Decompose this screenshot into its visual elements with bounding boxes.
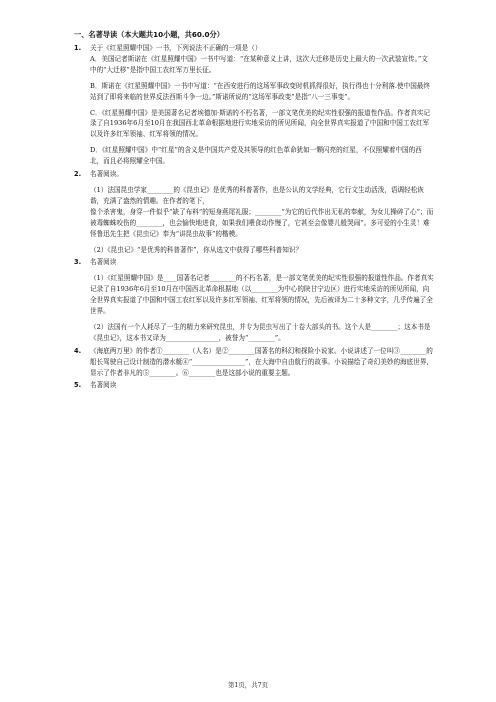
passage-paragraph: 像个杀害鬼，身穿一件似乎“缺了布料”的短身燕尾礼服；________“为它的后代作出无私的奉献，为女儿操碎了心”；而被毒蜘蛛咬伤的________，也会愉快地进食，如果我们喂食动作慢了，它甚至会像婴儿般哭闹”。多可爱的小生灵！难怪鲁迅先生把《昆虫记》奉为“讲昆虫故事”的楷模。 xyxy=(90,207,434,238)
question-body xyxy=(90,257,434,343)
question-5 xyxy=(74,380,434,391)
option-c: C．《红星照耀中国》是美国著名记者埃德加·斯诺的不朽名著，一部文笔优美的纪实性很强的报道性作品。作者真实记录了自1936年6月至10月在我国西北革命根据地进行实地采访的所见所闻，向全世界真实报道了中国和中国工农红军以及许多红军领袖、红军将领的情况。 xyxy=(90,108,431,139)
question-number: 5. xyxy=(74,381,82,390)
question-3 xyxy=(74,257,434,343)
question-body xyxy=(90,380,434,391)
passage-paragraph: （1）法国昆虫学家________的《昆虫记》是优秀的科普著作，也是公认的文学经典，它行文生动活泼，语调轻松诙谐，充满了盎然的情趣。在作者的笔下， xyxy=(90,185,424,205)
question-2 xyxy=(74,169,434,255)
question-stem: 关于《红星照耀中国》一书，下列说法不正确的一项是（） xyxy=(90,44,262,52)
question-number: 3. xyxy=(74,258,82,267)
question-title: 名著阅读 xyxy=(90,381,117,390)
question-body xyxy=(90,346,434,379)
document-content xyxy=(74,30,434,393)
question-body xyxy=(90,43,434,167)
page-footer: 第1页，共7页 xyxy=(227,681,269,689)
passage-paragraph: （2）法国有一个人耗尽了一生的精力来研究昆虫，并专为昆虫写出了十卷大部头的书。这个人是________；这本书是《昆虫记》，这本书又译为________________，被誉为“________”。 xyxy=(90,322,431,342)
question-body xyxy=(90,169,434,255)
question-1 xyxy=(74,43,434,167)
question-4 xyxy=(74,346,434,379)
option-b: B．斯诺在《红星照耀中国》一书中写道：“在西安进行的这场军事政变时机抓得很好，执行得也十分利落.使中国最终站到了即将来临的世界反法西斯斗争一边。”斯诺所说的“这场军事政变”是指“八一三事变”。 xyxy=(90,81,430,101)
question-number: 2. xyxy=(74,170,82,179)
question-number: 4. xyxy=(74,346,82,355)
passage-paragraph: 《海底两万里》的作者①________（人名）是②________国著名的科幻和探险小说家。小说讲述了一位叫③________的船长驾驶自己设计制造的潜水艇④“________________”，在大海中自由航行的故事。小说描绘了奇幻美妙的海底世界，显示了作者非凡的⑤________。⑥________也是这部小说的重要主题。 xyxy=(90,346,434,377)
option-a: A．美国记者斯诺在《红星照耀中国》一书中写道：“在某种意义上讲，这次大迁移是历史上最大的一次武装宣传。”文中的“大迁移”是指中国工农红军万里长征。 xyxy=(90,54,428,74)
question-title: 名著阅读 xyxy=(90,258,117,267)
sub-question: （2）《昆虫记》“是优秀的科普著作”，你从选文中获得了哪些科普知识？ xyxy=(90,245,303,254)
question-number: 1. xyxy=(74,44,82,52)
passage-paragraph: （1）《红星照耀中国》是____国著名记者________的不朽名著，是一部文笔优美的纪实性很强的报道性作品。作者真实记录了自1936年6月至10月在中国西北革命根据地（以________为中心的陕甘宁边区）进行实地采访的所见所闻，向全世界真实报道了中国和中国工农红军以及许多红军领袖、红军将领的情况，先后被译为二十多种文字，几乎传遍了全世界。 xyxy=(90,274,434,316)
section-title: 一、名著导读（本大题共10小题，共60.0分） xyxy=(74,30,224,39)
option-d: D．《红星照耀中国》中“红星”的含义是中国共产党及其领导的红色革命犹如一颗闪亮的红星，不仅照耀着中国的西北，而且必将照耀全中国。 xyxy=(90,146,422,166)
question-title: 名著阅读。 xyxy=(90,170,123,179)
